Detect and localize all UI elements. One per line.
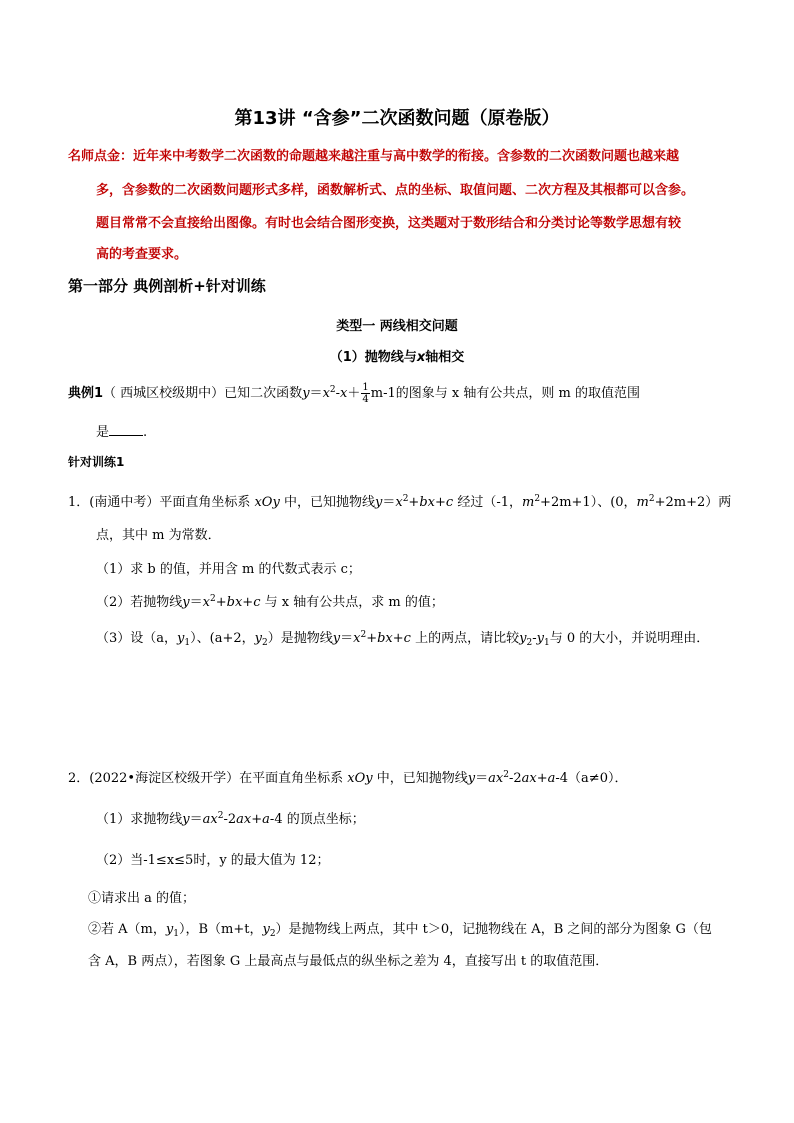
intro-label: 名师点金	[68, 149, 121, 164]
q1-line-1: 1．(南通中考）平面直角坐标系 xOy 中，已知抛物线$y=x^2+bx+c$ 经过（-1，$m^2+2m+1$）、(0，$m^2+2m+2$）两	[68, 494, 732, 510]
answer-blank	[109, 423, 143, 436]
sub-heading: （1）抛物线与x轴相交	[329, 350, 465, 365]
q1-part-3: （3）设（a，$y_1$）、(a+2，$y_2$）是抛物线$y=x^2+bx+c$ 上的两点，请比较$y_2-y_1$与 0 的大小，并说明理由．	[96, 630, 710, 648]
part-heading: 第一部分 典例剖析+针对训练	[68, 277, 266, 295]
example-label: 典例1	[68, 386, 104, 401]
q1-part-2: （2）若抛物线$y=x^2+bx+c$ 与 x 轴有公共点，求 m 的值；	[96, 594, 444, 610]
q2-part-2: （2）当-1≤x≤5时，y 的最大值为 12；	[96, 853, 330, 868]
type-heading: 类型一 两线相交问题	[336, 319, 458, 334]
q2-part-1: （1）求抛物线$y=ax^2-2ax+a-4$ 的顶点坐标；	[96, 811, 365, 827]
q2-sub-2: ②若 A（m，$y_1$），B（m+t，$y_2$）是抛物线上两点，其中 t＞0，记抛物线在 A，B 之间的部分为图象 G（包	[88, 922, 712, 939]
example-1-line-2: 是 .	[96, 425, 148, 440]
intro-line-3: 题目常常不会直接给出图像。有时也会结合图形变换，这类题对于数形结合和分类讨论等数学思想有较	[96, 216, 682, 231]
q2-line-1: 2．(2022•海淀区校级开学）在平面直角坐标系 xOy 中，已知抛物线$y=ax^2-2ax+a-4(a\ne 0)$．	[68, 770, 628, 786]
q1-part-1: （1）求 b 的值，并用含 m 的代数式表示 c；	[96, 562, 361, 577]
intro-line-4: 高的考查要求。	[96, 247, 188, 262]
training-label: 针对训练1	[68, 455, 125, 469]
fraction: $\frac{1}{4}$	[362, 382, 369, 405]
q2-sub-1: ①请求出 a 的值；	[88, 891, 196, 906]
q2-sub-2-cont: 含 A，B 两点），若图象 G 上最高点与最低点的纵坐标之差为 4，直接写出 t 的取值范围．	[88, 954, 609, 969]
example-1: 典例1（ 西城区校级期中）已知二次函数$y=x^2-x+$ $\frac{1}{4}$ m-1的图象与 x 轴有公共点，则 m 的取值范围	[68, 382, 640, 405]
intro-line-2: 多，含参数的二次函数问题形式多样，函数解析式、点的坐标、取值问题、二次方程及其根都可以含参。	[96, 183, 695, 198]
intro-text-1: 近年来中考数学二次函数的命题越来越注重与高中数学的衔接。含参数的二次函数问题也越来越	[133, 149, 680, 164]
page-title: 第13讲 “含参”二次函数问题（原卷版）	[234, 108, 560, 129]
intro-line-1: 名师点金：近年来中考数学二次函数的命题越来越注重与高中数学的衔接。含参数的二次函数问题也越来越	[68, 149, 680, 164]
q1-line-2: 点，其中 m 为常数．	[96, 528, 221, 543]
